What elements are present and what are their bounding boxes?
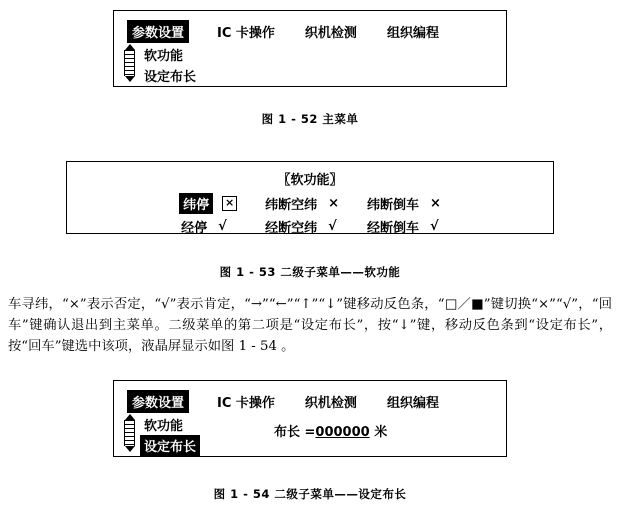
cloth-length-value[interactable]: 000000 — [315, 425, 370, 440]
lcd-panel-set-cloth-length — [113, 380, 507, 457]
option-label: 纬断空纬 — [265, 198, 318, 213]
body-paragraph: 车寻纬，“×”表示否定，“√”表示肯定，“→”“←”“↑”“↓”键移动反色条，“□／■”键切换“×”“√”，“回车”键确认退出到主菜单。二级菜单的第二项是“设定布长”，按“↓”键，移动反色条到“设定布长”，按“回车”键选中该项，液晶屏显示如图 1 - 54 。 — [8, 297, 612, 354]
scroll-down-arrow-icon[interactable] — [125, 446, 135, 452]
list-item-set-cloth-length[interactable]: 设定布长 — [140, 435, 200, 456]
option-label: 纬断倒车 — [367, 198, 420, 213]
option-label: 纬停 — [179, 193, 213, 214]
option-label: 经断空纬 — [265, 221, 318, 236]
option-value-cross-icon[interactable]: × — [222, 196, 237, 211]
option-weft-break-empty-pick[interactable] — [263, 193, 339, 214]
option-value-cross-icon[interactable]: × — [430, 196, 441, 211]
menu-item-weave-programming[interactable]: 组织编程 — [386, 396, 439, 411]
menu-item-ic-card[interactable]: IC 卡操作 — [217, 26, 275, 41]
main-menu-bar-2 — [127, 390, 443, 413]
option-warp-stop[interactable] — [179, 216, 237, 237]
menu-item-ic-card[interactable]: IC 卡操作 — [217, 396, 275, 411]
menu-item-weave-programming[interactable]: 组织编程 — [386, 26, 439, 41]
main-menu-bar — [127, 20, 443, 43]
submenu-list — [140, 44, 200, 85]
figure-52-caption: 图 1 - 52 主菜单 — [261, 112, 359, 126]
submenu-area — [124, 44, 200, 85]
option-warp-break-reverse[interactable] — [365, 216, 441, 237]
scrollbar[interactable] — [124, 414, 135, 452]
option-value-cross-icon[interactable]: × — [328, 196, 339, 211]
option-weft-stop[interactable] — [179, 193, 237, 214]
figure-54-caption: 图 1 - 54 二级子菜单——设定布长 — [213, 487, 407, 501]
scrollbar-track[interactable] — [124, 420, 135, 446]
option-weft-break-reverse[interactable] — [365, 193, 441, 214]
menu-item-parameter-settings[interactable]: 参数设置 — [127, 390, 189, 413]
option-value-check-icon[interactable]: √ — [218, 219, 227, 234]
soft-function-title: 〖软功能〗 — [277, 173, 343, 188]
option-value-check-icon[interactable]: √ — [430, 219, 439, 234]
cloth-length-field[interactable] — [274, 421, 387, 440]
scroll-down-arrow-icon[interactable] — [125, 76, 135, 82]
option-warp-break-empty-pick[interactable] — [263, 216, 339, 237]
option-label: 经断倒车 — [367, 221, 420, 236]
cloth-length-label: 布长 = — [274, 425, 316, 440]
scrollbar[interactable] — [124, 44, 135, 82]
lcd-panel-main-menu — [113, 10, 507, 87]
list-item-set-cloth-length[interactable]: 设定布长 — [144, 70, 197, 85]
lcd-panel-soft-function — [66, 161, 554, 234]
option-value-check-icon[interactable]: √ — [328, 219, 337, 234]
scrollbar-track[interactable] — [124, 50, 135, 76]
menu-item-loom-detection[interactable]: 织机检测 — [304, 26, 357, 41]
cloth-length-unit: 米 — [374, 425, 388, 440]
list-item-soft-function[interactable]: 软功能 — [144, 419, 184, 434]
figure-53-caption: 图 1 - 53 二级子菜单——软功能 — [219, 265, 401, 279]
submenu-area-2 — [124, 414, 200, 455]
option-label: 经停 — [181, 221, 208, 236]
menu-item-parameter-settings[interactable]: 参数设置 — [127, 20, 189, 43]
submenu-list — [140, 414, 200, 455]
menu-item-loom-detection[interactable]: 织机检测 — [304, 396, 357, 411]
list-item-soft-function[interactable]: 软功能 — [144, 49, 184, 64]
soft-function-grid — [67, 193, 553, 237]
